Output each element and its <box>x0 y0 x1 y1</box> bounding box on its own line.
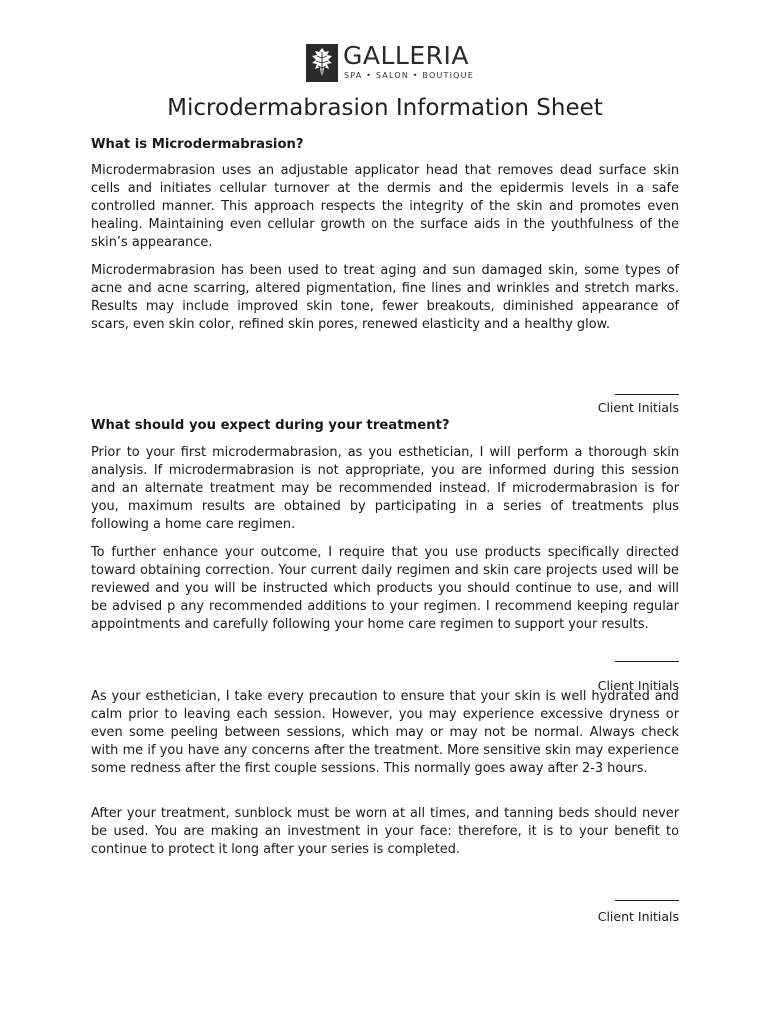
initials-line[interactable] <box>615 660 679 662</box>
oak-leaf-icon <box>306 44 338 82</box>
paragraph: After your treatment, sunblock must be worn at all times, and tanning beds should never be used. You are making an investment in your face: therefore, it is to your benefit to continue to protect it long after your series is completed. <box>91 806 679 858</box>
initials-line[interactable] <box>615 393 679 395</box>
paragraph: To further enhance your outcome, I require that you use products specifically directed toward obtaining correction. Your current daily regimen and skin care projects used will be reviewed and you will be instructed which products you should continue to use, and will be advised p any recommended additions to your regimen. I recommend keeping regular appointments and carefully following your home care regimen to support your results. <box>91 545 679 633</box>
paragraph: Prior to your first microdermabrasion, as you esthetician, I will perform a thorough skin analysis. If microdermabrasion is not appropriate, you are informed during this session and an alternate treatment may be recommended instead. If microdermabrasion is for you, maximum results are obtained by participating in a series of treatments plus following a home care regimen. <box>91 445 679 533</box>
client-initials-field[interactable] <box>598 647 679 694</box>
brand-tagline: SPA • SALON • BOUTIQUE <box>344 71 474 80</box>
initials-label: Client Initials <box>597 400 679 415</box>
initials-line[interactable] <box>615 899 679 901</box>
page-title: Microdermabrasion Information Sheet <box>167 95 603 121</box>
paragraph: Microdermabrasion has been used to treat aging and sun damaged skin, some types of acne and acne scarring, altered pigmentation, fine lines and wrinkles and stretch marks. Results may include improved skin tone, fewer breakouts, diminished appearance of scars, even skin color, refined skin pores, renewed elasticity and a healthy glow. <box>91 263 679 333</box>
paragraph: Microdermabrasion uses an adjustable applicator head that removes dead surface skin cells and initiates cellular turnover at the dermis and the epidermis levels in a safe controlled manner. This approach respects the integrity of the skin and promotes even healing. Maintaining even cellular growth on the surface aids in the youthfulness of the skin’s appearance. <box>91 163 679 251</box>
brand-logo <box>306 41 474 84</box>
client-initials-field[interactable] <box>598 380 679 416</box>
paragraph: As your esthetician, I take every precaution to ensure that your skin is well hydrated and calm prior to leaving each session. However, you may experience excessive dryness or even some peeling between sessions, which may or may not be normal. Always check with me if you have any concerns after the treatment. More sensitive skin may experience some redness after the first couple sessions. This normally goes away after 2-3 hours. <box>91 689 679 777</box>
initials-label: Client Initials <box>597 909 679 924</box>
brand-name: GALLERIA <box>343 41 469 70</box>
section-heading: What should you expect during your treatment? <box>91 418 450 433</box>
client-initials-field[interactable] <box>598 886 679 925</box>
initials-label: Client Initials <box>597 678 679 693</box>
section-heading: What is Microdermabrasion? <box>91 137 304 152</box>
